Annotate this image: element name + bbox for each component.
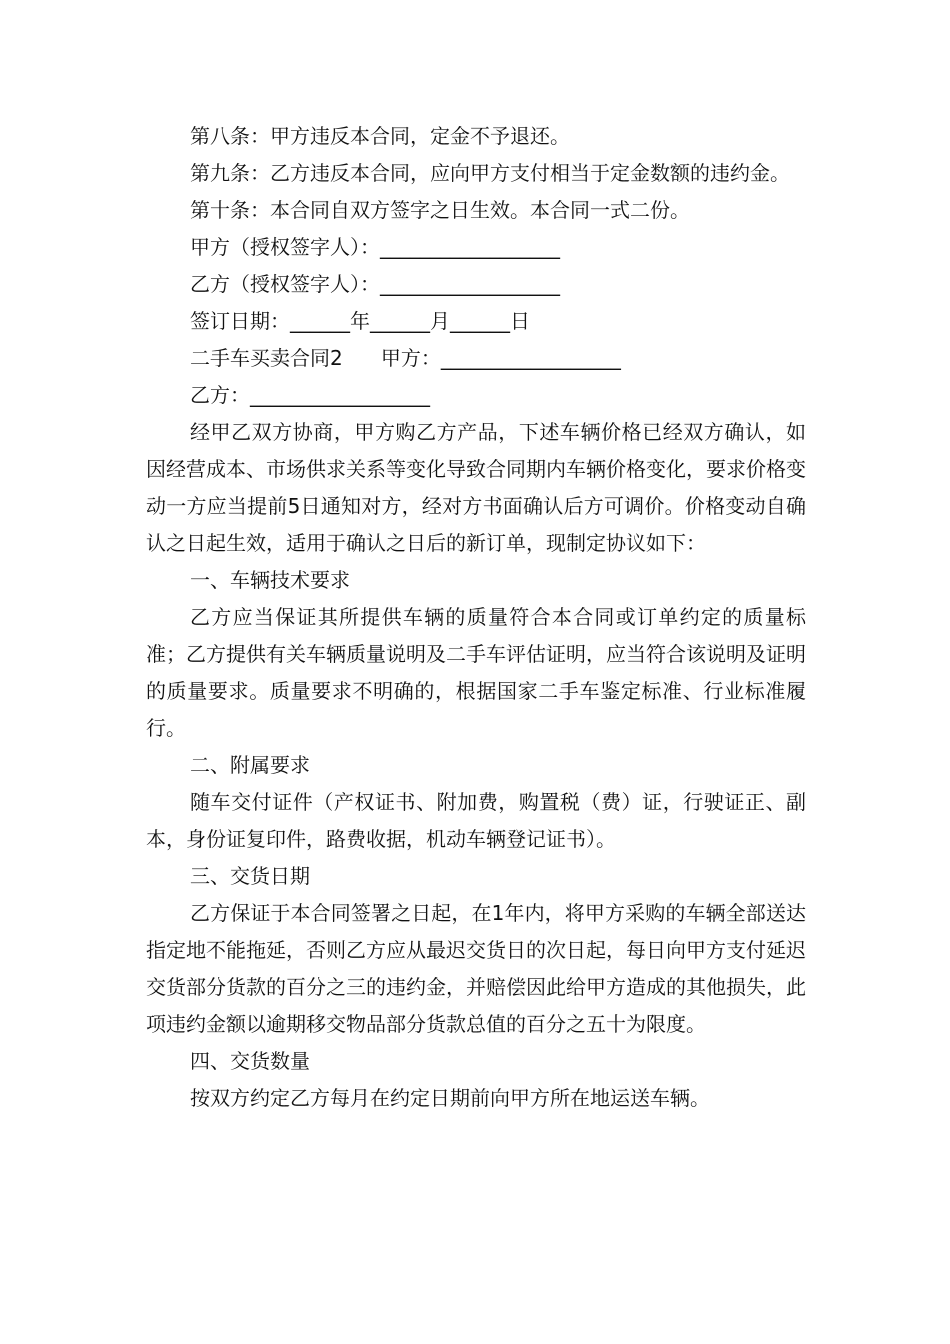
preamble-paragraph: 经甲乙双方协商，甲方购乙方产品，下述车辆价格已经双方确认，如因经营成本、市场供求关系等变化导致合同期内车辆价格变化，要求价格变动一方应当提前5日通知对方，经对方书面确认后方可调价。价格变动自确认之日起生效，适用于确认之日后的新订单，现制定协议如下： [146,420,806,555]
clause-nine: 第九条：乙方违反本合同，应向甲方支付相当于定金数额的违约金。 [190,161,790,185]
clause-ten: 第十条：本合同自双方签字之日生效。本合同一式二份。 [190,198,690,222]
clause-eight: 第八条：甲方违反本合同，定金不予退还。 [190,124,570,148]
document-body [146,118,806,1117]
signing-date-line: 签订日期：______年______月______日 [190,309,530,333]
technical-requirements-paragraph: 乙方应当保证其所提供车辆的质量符合本合同或订单约定的质量标准；乙方提供有关车辆质量说明及二手车评估证明，应当符合该说明及证明的质量要求。质量要求不明确的，根据国家二手车鉴定标准、行业标准履行。 [146,605,806,740]
delivery-quantity-paragraph: 按双方约定乙方每月在约定日期前向甲方所在地运送车辆。 [190,1086,710,1110]
contract-two-heading-party-a: 二手车买卖合同2 甲方：__________________ [190,346,621,370]
ancillary-requirements-paragraph: 随车交付证件（产权证书、附加费，购置税（费）证，行驶证正、副本，身份证复印件，路费收据，机动车辆登记证书）。 [146,790,806,851]
party-b-signature-line: 乙方（授权签字人）：__________________ [190,272,560,296]
contract-two-party-b: 乙方：__________________ [190,383,430,407]
section-heading-delivery-quantity: 四、交货数量 [190,1049,310,1073]
section-heading-delivery-date: 三、交货日期 [190,864,310,888]
section-heading-ancillary-requirements: 二、附属要求 [190,753,310,777]
section-heading-technical-requirements: 一、车辆技术要求 [190,568,350,592]
party-a-signature-line: 甲方（授权签字人）：__________________ [190,235,560,259]
delivery-date-paragraph: 乙方保证于本合同签署之日起，在1年内，将甲方采购的车辆全部送达指定地不能拖延，否则乙方应从最迟交货日的次日起，每日向甲方支付延迟交货部分货款的百分之三的违约金，并赔偿因此给甲方造成的其他损失，此项违约金额以逾期移交物品部分货款总值的百分之五十为限度。 [146,901,806,1036]
